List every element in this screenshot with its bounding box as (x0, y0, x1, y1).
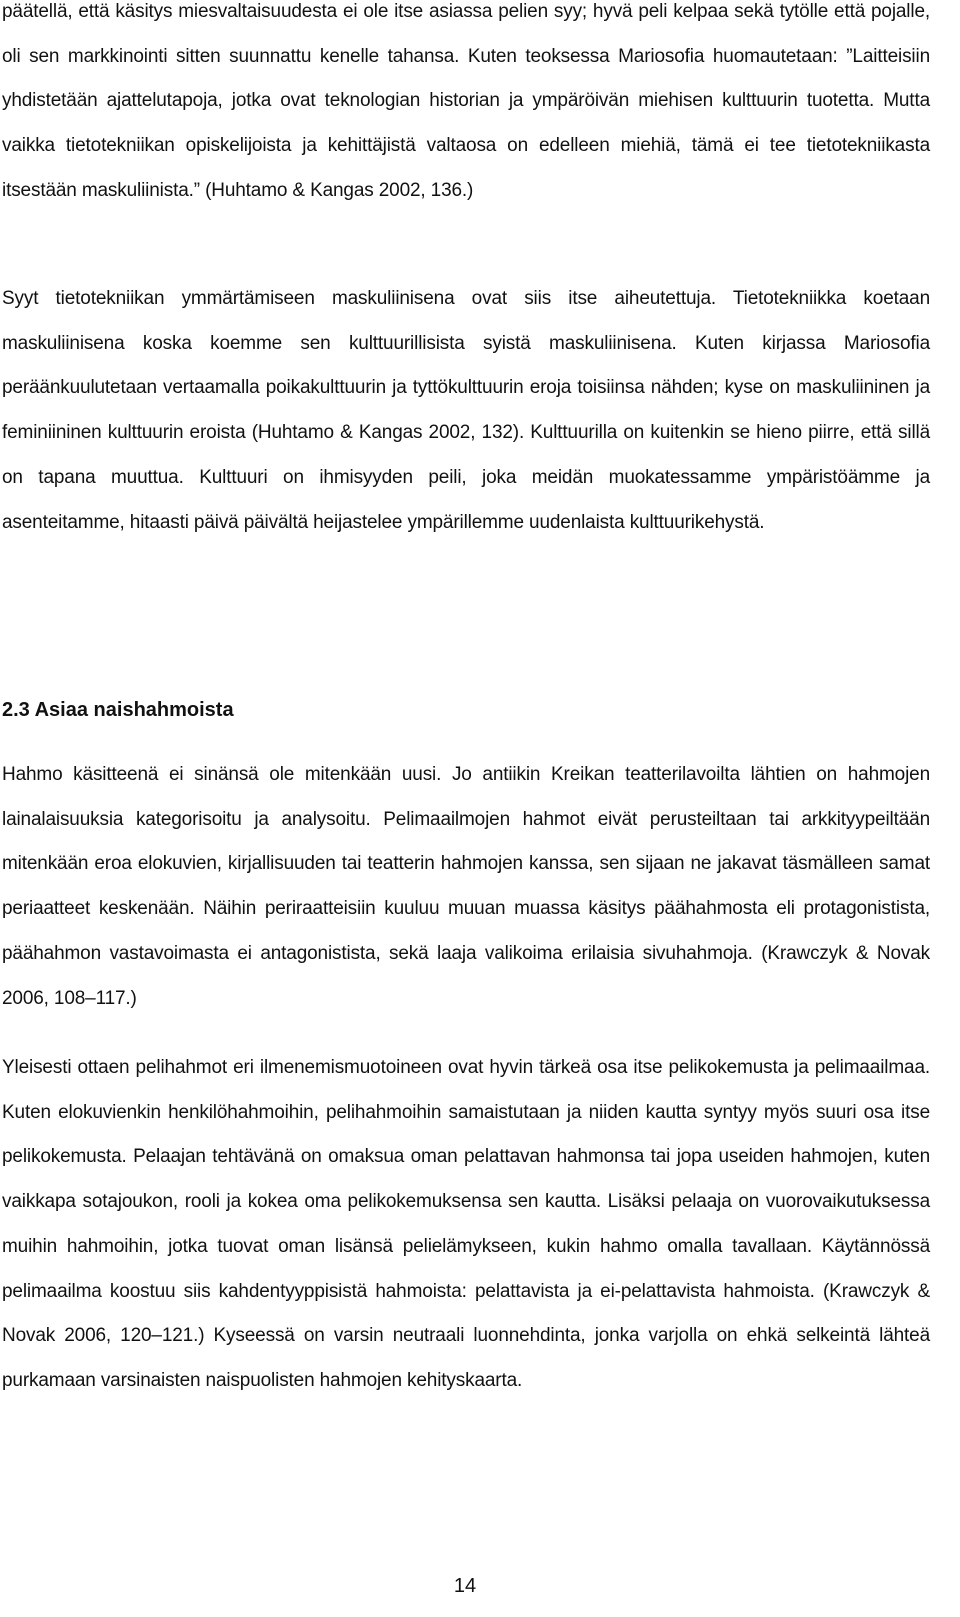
paragraph-culture: Syyt tietotekniikan ymmärtämiseen maskuliinisena ovat siis itse aiheutettuja. Tietotekniikka koetaan maskuliinisena koska koemme sen kulttuurillisista syistä maskuliinisena. Kuten kirjassa Mariosofia peräänkuulutetaan vertaamalla poikakulttuurin ja tyttökulttuurin eroja toisiinsa nähden; kyse on maskuliininen ja feminiininen kulttuurin eroista (Huhtamo & Kangas 2002, 132). Kulttuurilla on kuitenkin se hieno piirre, että sillä on tapana muuttua. Kulttuuri on ihmisyyden peili, joka meidän muokatessamme ympäristöämme ja asenteitamme, hitaasti päivä päivältä heijastelee ympärillemme uudenlaista kulttuurikehystä. (2, 288, 930, 533)
paragraph-intro: päätellä, että käsitys miesvaltaisuudesta ei ole itse asiassa pelien syy; hyvä peli kelpaa sekä tytölle että pojalle, oli sen markkinointi sitten suunnattu kenelle tahansa. Kuten teoksessa Mariosofia huomautetaan: ”Laitteisiin yhdistetään ajattelutapoja, jotka ovat teknologian historian ja ympäröivän miehisen kulttuurin tuotetta. Mutta vaikka tietotekniikan opiskelijoista ja kehittäjistä valtaosa on edelleen miehiä, tämä ei tee tietotekniikasta itsestään maskuliinista.” (Huhtamo & Kangas 2002, 136.) (2, 1, 930, 201)
page-number: 14 (453, 1575, 477, 1597)
paragraph-characters: Hahmo käsitteenä ei sinänsä ole mitenkään uusi. Jo antiikin Kreikan teatterilavoilta lähtien on hahmojen lainalaisuuksia kategorisoitu ja analysoitu. Pelimaailmojen hahmot eivät perusteiltaan tai arkkityypeiltään mitenkään eroa elokuvien, kirjallisuuden tai teatterin hahmojen kanssa, sen sijaan ne jakavat täsmälleen samat periaatteet keskenään. Näihin periraatteisiin kuuluu muuan muassa käsitys päähahmosta eli protagonistista, päähahmon vastavoimasta ei antagonistista, sekä laaja valikoima erilaisia sivuhahmoja. (Krawczyk & Novak 2006, 108–117.) (2, 764, 930, 1009)
section-heading: 2.3 Asiaa naishahmoista (2, 699, 234, 721)
paragraph-game-characters: Yleisesti ottaen pelihahmot eri ilmenemismuotoineen ovat hyvin tärkeä osa itse pelikokemusta ja pelimaailmaa. Kuten elokuvienkin henkilöhahmoihin, pelihahmoihin samaistutaan ja niiden kautta syntyy myös suuri osa itse pelikokemusta. Pelaajan tehtävänä on omaksua oman pelattavan hahmonsa tai jopa useiden hahmojen, kuten vaikkapa sotajoukon, rooli ja kokea oma pelikokemuksensa sen kautta. Lisäksi pelaaja on vuorovaikutuksessa muihin hahmoihin, jotka tuovat oman lisänsä pelielämykseen, kukin hahmo omalla tavallaan. Käytännössä pelimaailma koostuu siis kahdentyyppisistä hahmoista: pelattavista ja ei-pelattavista hahmoista. (Krawczyk & Novak 2006, 120–121.) Kyseessä on varsin neutraali luonnehdinta, jonka varjolla on ehkä selkeintä lähteä purkamaan varsinaisten naispuolisten hahmojen kehityskaarta. (2, 1057, 930, 1391)
